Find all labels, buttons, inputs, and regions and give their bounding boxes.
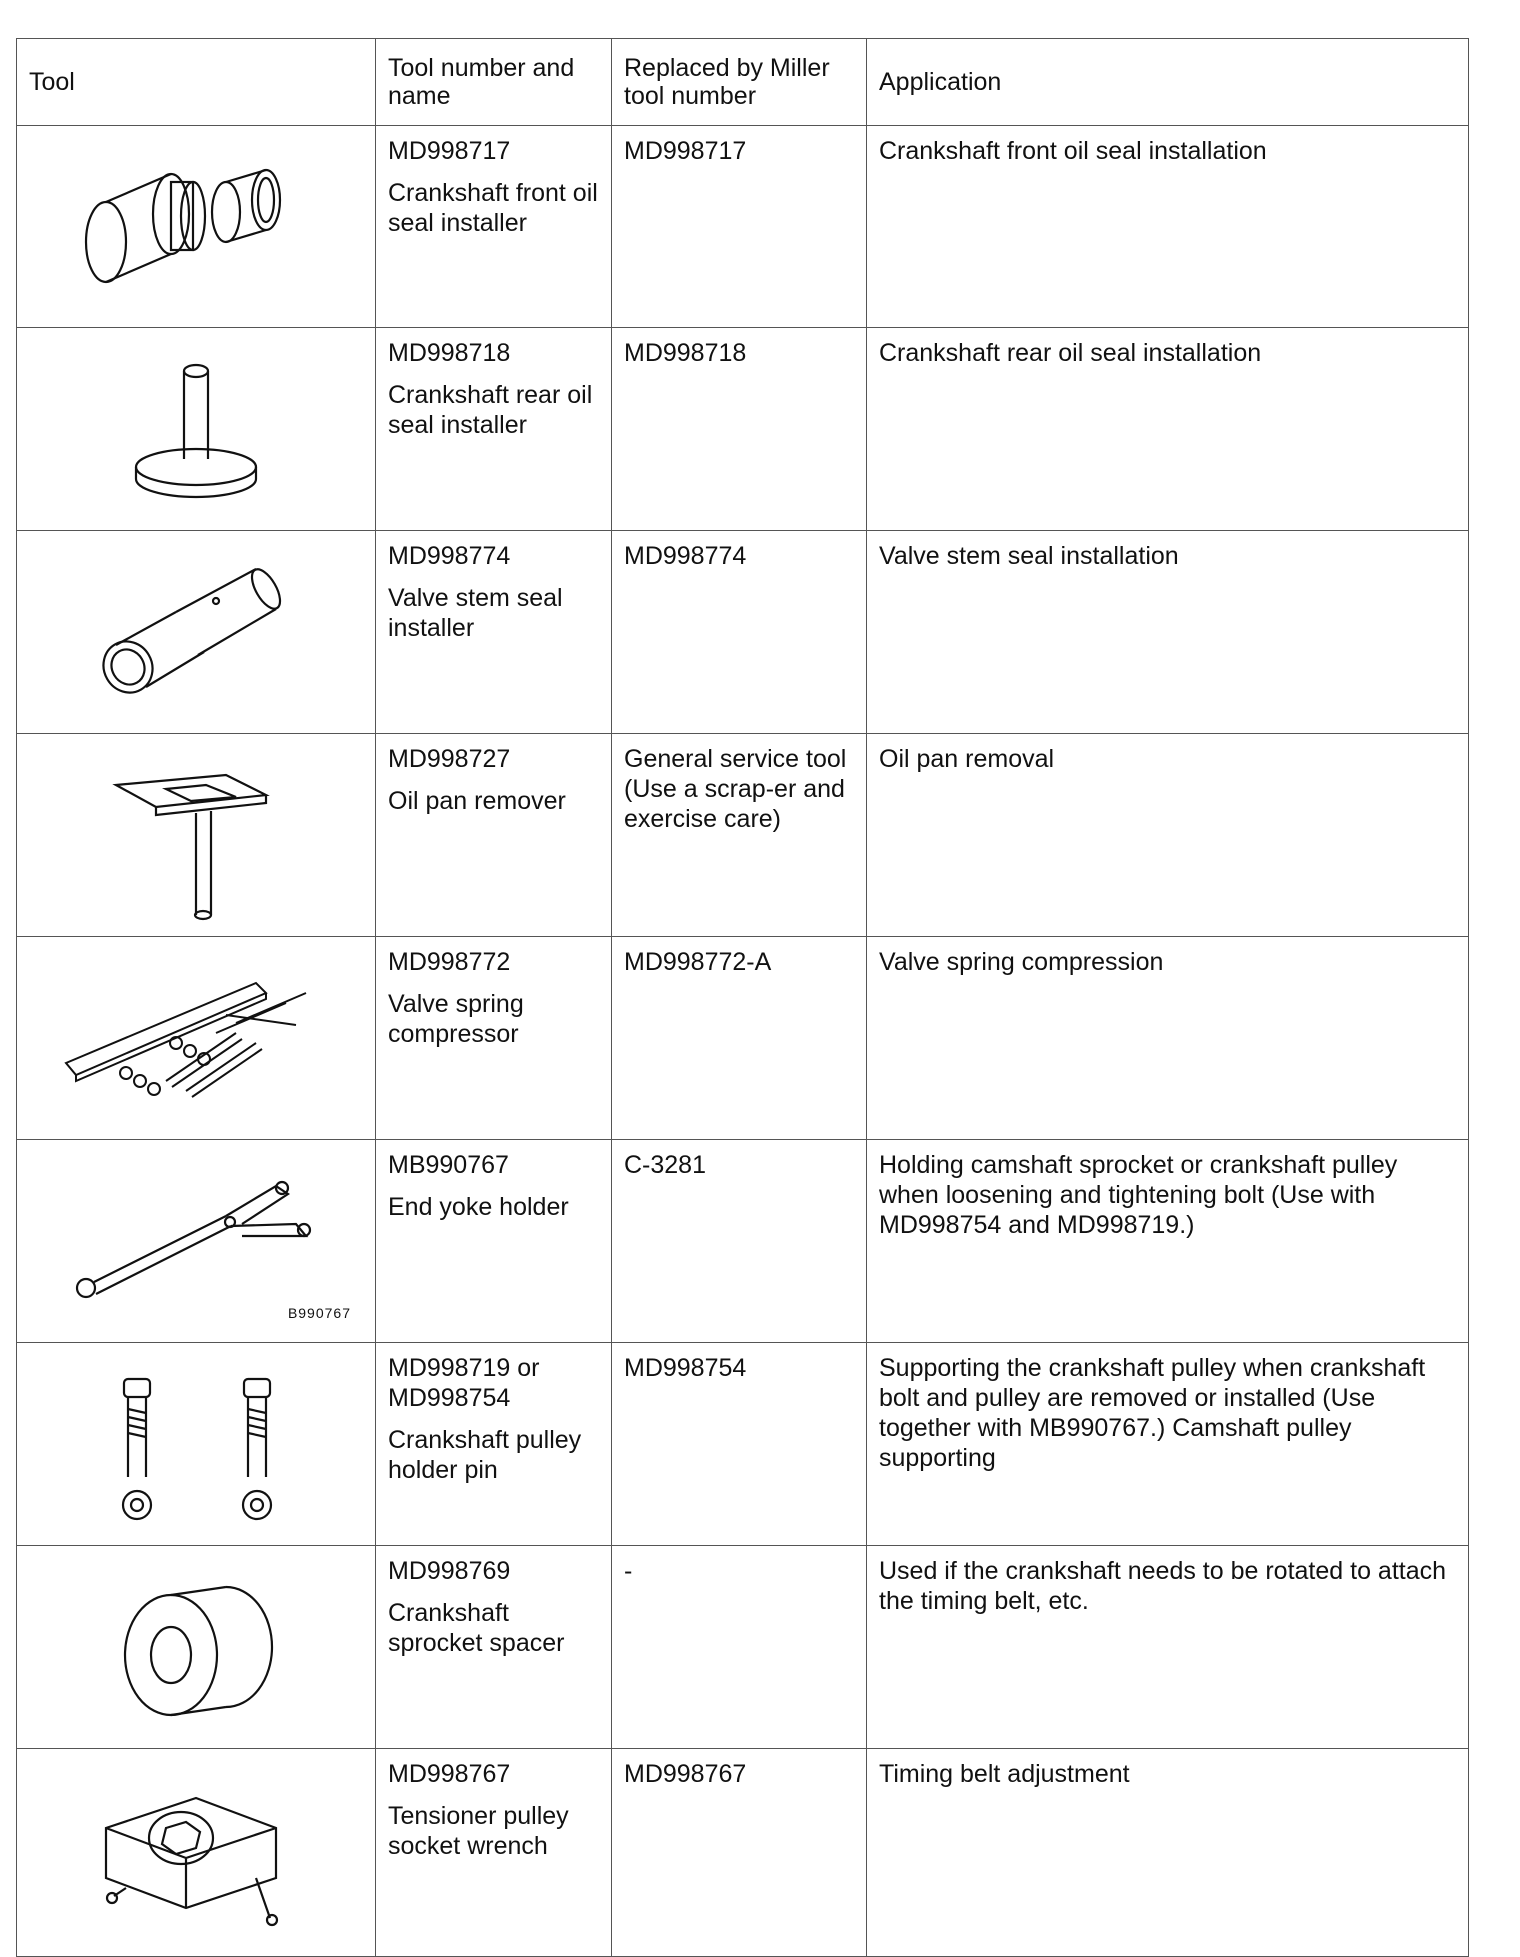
tool-name: Tensioner pulley socket wrench bbox=[388, 1802, 569, 1860]
seal-installer-handle-icon bbox=[96, 349, 296, 509]
tool-number-cell bbox=[376, 1749, 612, 1957]
tool-image-cell bbox=[17, 1546, 376, 1749]
tool-image-cell bbox=[17, 1749, 376, 1957]
application-cell: Holding camshaft sprocket or crankshaft pulley when loosening and tightening bolt (Use with MD998754 and MD998719.) bbox=[867, 1140, 1469, 1343]
tool-code: MD998769 bbox=[388, 1557, 511, 1585]
holder-pin-icon bbox=[76, 1359, 316, 1529]
application-cell: Crankshaft front oil seal installation bbox=[867, 126, 1469, 328]
tool-code: MD998774 bbox=[388, 542, 511, 570]
miller-number-cell: - bbox=[612, 1546, 867, 1749]
valve-stem-seal-installer-icon bbox=[86, 557, 306, 707]
table-row bbox=[17, 531, 1469, 734]
tool-name: End yoke holder bbox=[388, 1193, 569, 1221]
miller-number-cell: C-3281 bbox=[612, 1140, 867, 1343]
tool-code: MD998727 bbox=[388, 745, 511, 773]
application-cell: Valve spring compression bbox=[867, 937, 1469, 1140]
table-row bbox=[17, 734, 1469, 937]
tool-number-cell bbox=[376, 531, 612, 734]
tool-name: Valve stem seal installer bbox=[388, 584, 563, 642]
tool-number-cell bbox=[376, 126, 612, 328]
sprocket-spacer-icon bbox=[96, 1567, 296, 1727]
socket-wrench-icon bbox=[86, 1768, 306, 1938]
miller-number-cell: MD998754 bbox=[612, 1343, 867, 1546]
tool-number-cell bbox=[376, 734, 612, 937]
table-row bbox=[17, 1140, 1469, 1343]
tool-image-cell bbox=[17, 734, 376, 937]
tool-code: MB990767 bbox=[388, 1151, 509, 1179]
application-cell: Used if the crankshaft needs to be rotated to attach the timing belt, etc. bbox=[867, 1546, 1469, 1749]
table-row bbox=[17, 126, 1469, 328]
table-row bbox=[17, 1546, 1469, 1749]
special-tools-table bbox=[16, 38, 1469, 1957]
tool-number-cell bbox=[376, 1140, 612, 1343]
tool-image-cell bbox=[17, 1140, 376, 1343]
tool-code: MD998719 or MD998754 bbox=[388, 1354, 540, 1412]
tool-code: MD998772 bbox=[388, 948, 511, 976]
header-application: Application bbox=[867, 39, 1469, 126]
tool-name: Crankshaft pulley holder pin bbox=[388, 1426, 582, 1484]
miller-number-cell: MD998774 bbox=[612, 531, 867, 734]
tool-number-cell bbox=[376, 328, 612, 531]
seal-installer-cylinder-icon bbox=[76, 152, 316, 302]
tool-name: Crankshaft front oil seal installer bbox=[388, 179, 598, 237]
miller-number-cell: MD998717 bbox=[612, 126, 867, 328]
table-row bbox=[17, 1343, 1469, 1546]
header-tool-number-name: Tool number and name bbox=[376, 39, 612, 126]
tool-image-cell bbox=[17, 1343, 376, 1546]
table-row bbox=[17, 937, 1469, 1140]
miller-number-cell: MD998772-A bbox=[612, 937, 867, 1140]
application-cell: Timing belt adjustment bbox=[867, 1749, 1469, 1957]
application-cell: Supporting the crankshaft pulley when crankshaft bolt and pulley are removed or installed (Use together with MB990767.) Camshaft pulley supporting bbox=[867, 1343, 1469, 1546]
miller-number-cell: MD998718 bbox=[612, 328, 867, 531]
figure-label: B990767 bbox=[287, 1305, 351, 1321]
tool-name: Valve spring compressor bbox=[388, 990, 524, 1048]
tool-code: MD998767 bbox=[388, 1760, 511, 1788]
application-cell: Crankshaft rear oil seal installation bbox=[867, 328, 1469, 531]
miller-number-cell: General service tool (Use a scrap-er and exercise care) bbox=[612, 734, 867, 937]
tool-image-cell bbox=[17, 126, 376, 328]
tool-name: Crankshaft rear oil seal installer bbox=[388, 381, 593, 439]
application-cell: Oil pan removal bbox=[867, 734, 1469, 937]
application-cell: Valve stem seal installation bbox=[867, 531, 1469, 734]
tool-image-cell bbox=[17, 937, 376, 1140]
tool-image-cell bbox=[17, 531, 376, 734]
tool-code: MD998718 bbox=[388, 339, 511, 367]
tool-image-cell bbox=[17, 328, 376, 531]
valve-spring-compressor-icon bbox=[56, 963, 336, 1113]
miller-number-cell: MD998767 bbox=[612, 1749, 867, 1957]
header-row bbox=[17, 39, 1469, 126]
tool-name: Oil pan remover bbox=[388, 787, 566, 815]
tool-name: Crankshaft sprocket spacer bbox=[388, 1599, 565, 1657]
tool-number-cell bbox=[376, 1546, 612, 1749]
oil-pan-remover-icon bbox=[96, 745, 296, 925]
tool-code: MD998717 bbox=[388, 137, 511, 165]
table-row bbox=[17, 1749, 1469, 1957]
header-tool: Tool bbox=[17, 39, 376, 126]
tool-number-cell bbox=[376, 1343, 612, 1546]
header-miller-number: Replaced by Miller tool number bbox=[612, 39, 867, 126]
table-row bbox=[17, 328, 1469, 531]
end-yoke-holder-icon bbox=[56, 1166, 336, 1316]
tool-number-cell bbox=[376, 937, 612, 1140]
